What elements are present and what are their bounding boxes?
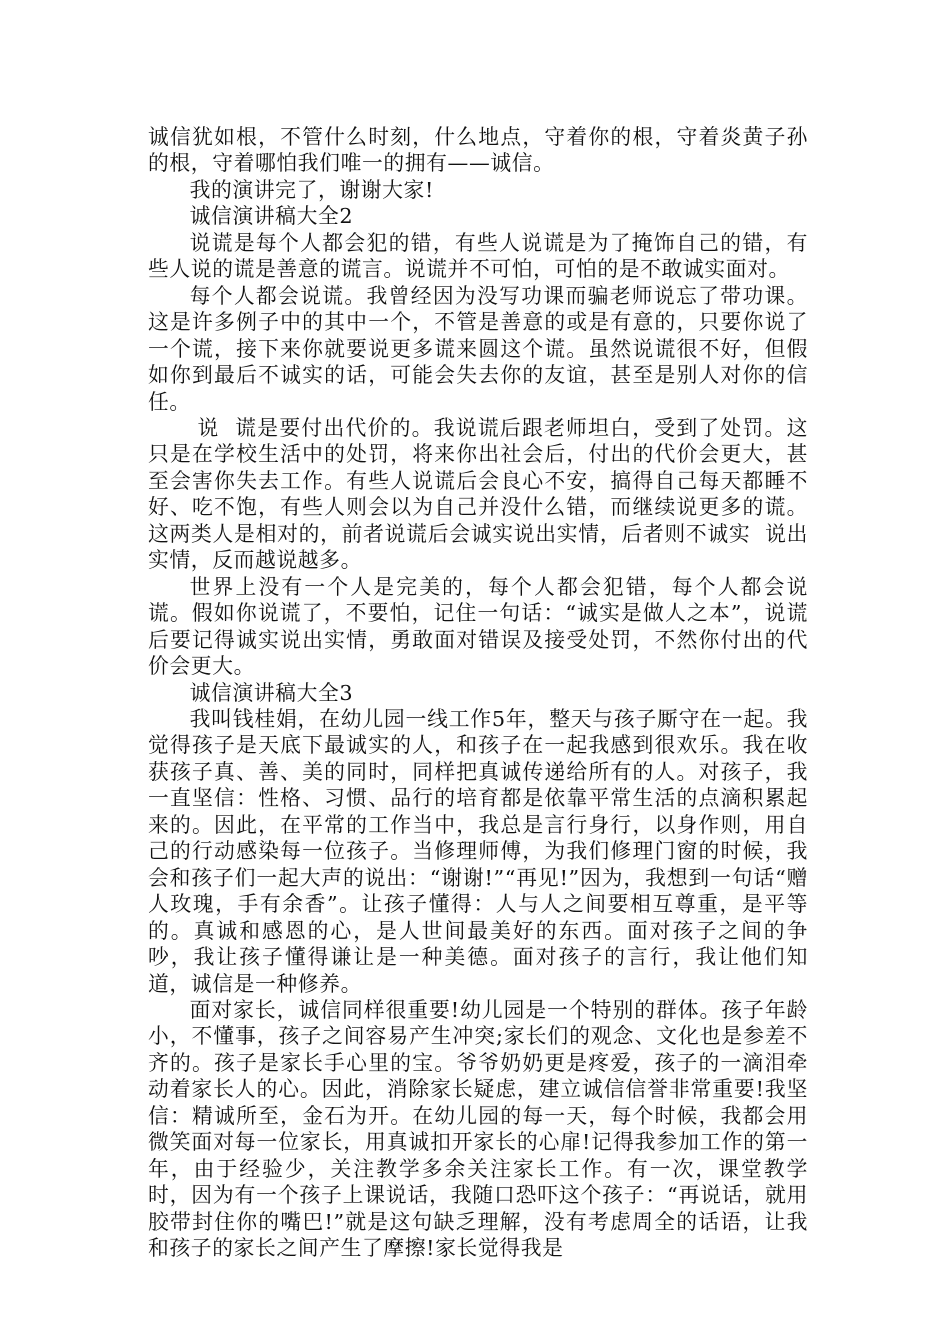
document-page bbox=[148, 124, 808, 1261]
paragraph-lying-mistake: 说谎是每个人都会犯的错，有些人说谎是为了掩饰自己的错，有些人说的谎是善意的谎言。说谎并不可怕，可怕的是不敢诚实面对。 bbox=[148, 230, 808, 282]
paragraph-nobody-perfect: 世界上没有一个人是完美的，每个人都会犯错，每个人都会说谎。假如你说谎了，不要怕，记住一句话：“诚实是做人之本”，说谎后要记得诚实说出实情，勇敢面对错误及接受处罚，不然你付出的代价会更大。 bbox=[148, 574, 808, 679]
paragraph-closing-thanks: 我的演讲完了，谢谢大家! bbox=[189, 177, 434, 202]
paragraph-everyone-lies: 每个人都会说谎。我曾经因为没写功课而骗老师说忘了带功课。这是许多例子中的其中一个，不管是善意的或是有意的，只要你说了一个谎，接下来你就要说更多谎来圆这个谎。虽然说谎很不好，但假如你到最后不诚实的话，可能会失去你的友谊，甚至是别人对你的信任。 bbox=[148, 283, 808, 414]
paragraph-intro-continued: 诚信犹如根，不管什么时刻，什么地点，守着你的根，守着炎黄子孙的根，守着哪怕我们唯一的拥有——诚信。 bbox=[148, 125, 808, 176]
section-heading-3: 诚信演讲稿大全3 bbox=[189, 680, 354, 705]
paragraph-kindergarten-teacher: 我叫钱桂娟，在幼儿园一线工作5年，整天与孩子厮守在一起。我觉得孩子是天底下最诚实的人，和孩子在一起我感到很欢乐。我在收获孩子真、善、美的同时，同样把真诚传递给所有的人。对孩子，我一直坚信：性格、习惯、品行的培育都是依靠平常生活的点滴积累起来的。因此，在平常的工作当中，我总是言行身行，以身作则，用自己的行动感染每一位孩子。当修理师傅，为我们修理门窗的时候，我会和孩子们一起大声的说出：“谢谢!”“再见!”因为，我想到一句话“赠人玫瑰，手有余香”。让孩子懂得：人与人之间要相互尊重，是平等的。真诚和感恩的心，是人世间最美好的东西。面对孩子之间的争吵，我让孩子懂得谦让是一种美德。面对孩子的言行，我让他们知道，诚信是一种修养。 bbox=[148, 706, 808, 996]
paragraph-facing-parents: 面对家长，诚信同样很重要!幼儿园是一个特别的群体。孩子年龄小，不懂事，孩子之间容易产生冲突;家长们的观念、文化也是参差不齐的。孩子是家长手心里的宝。爷爷奶奶更是疼爱，孩子的一滴泪牵动着家长人的心。因此，消除家长疑虑，建立诚信信誉非常重要!我坚信：精诚所至，金石为开。在幼儿园的每一天，每个时候，我都会用微笑面对每一位家长，用真诚扣开家长的心扉!记得我参加工作的第一年，由于经验少，关注教学多余关注家长工作。有一次，课堂教学时，因为有一个孩子上课说话，我随口恐吓这个孩子：“再说话，就用胶带封住你的嘴巴!”就是这句缺乏理解，没有考虑周全的话语，让我和孩子的家长之间产生了摩擦!家长觉得我是 bbox=[148, 997, 808, 1261]
paragraph-price-of-lying: 说 谎是要付出代价的。我说谎后跟老师坦白，受到了处罚。这只是在学校生活中的处罚，将来你出社会后，付出的代价会更大，甚至会害你失去工作。有些人说谎后会良心不安，搞得自己每天都睡不好、吃不饱，有些人则会以为自己并没什么错，而继续说更多的谎。这两类人是相对的，前者说谎后会诚实说出实情，后者则不诚实 说出实情，反而越说越多。 bbox=[148, 415, 808, 573]
section-heading-2: 诚信演讲稿大全2 bbox=[189, 204, 354, 229]
